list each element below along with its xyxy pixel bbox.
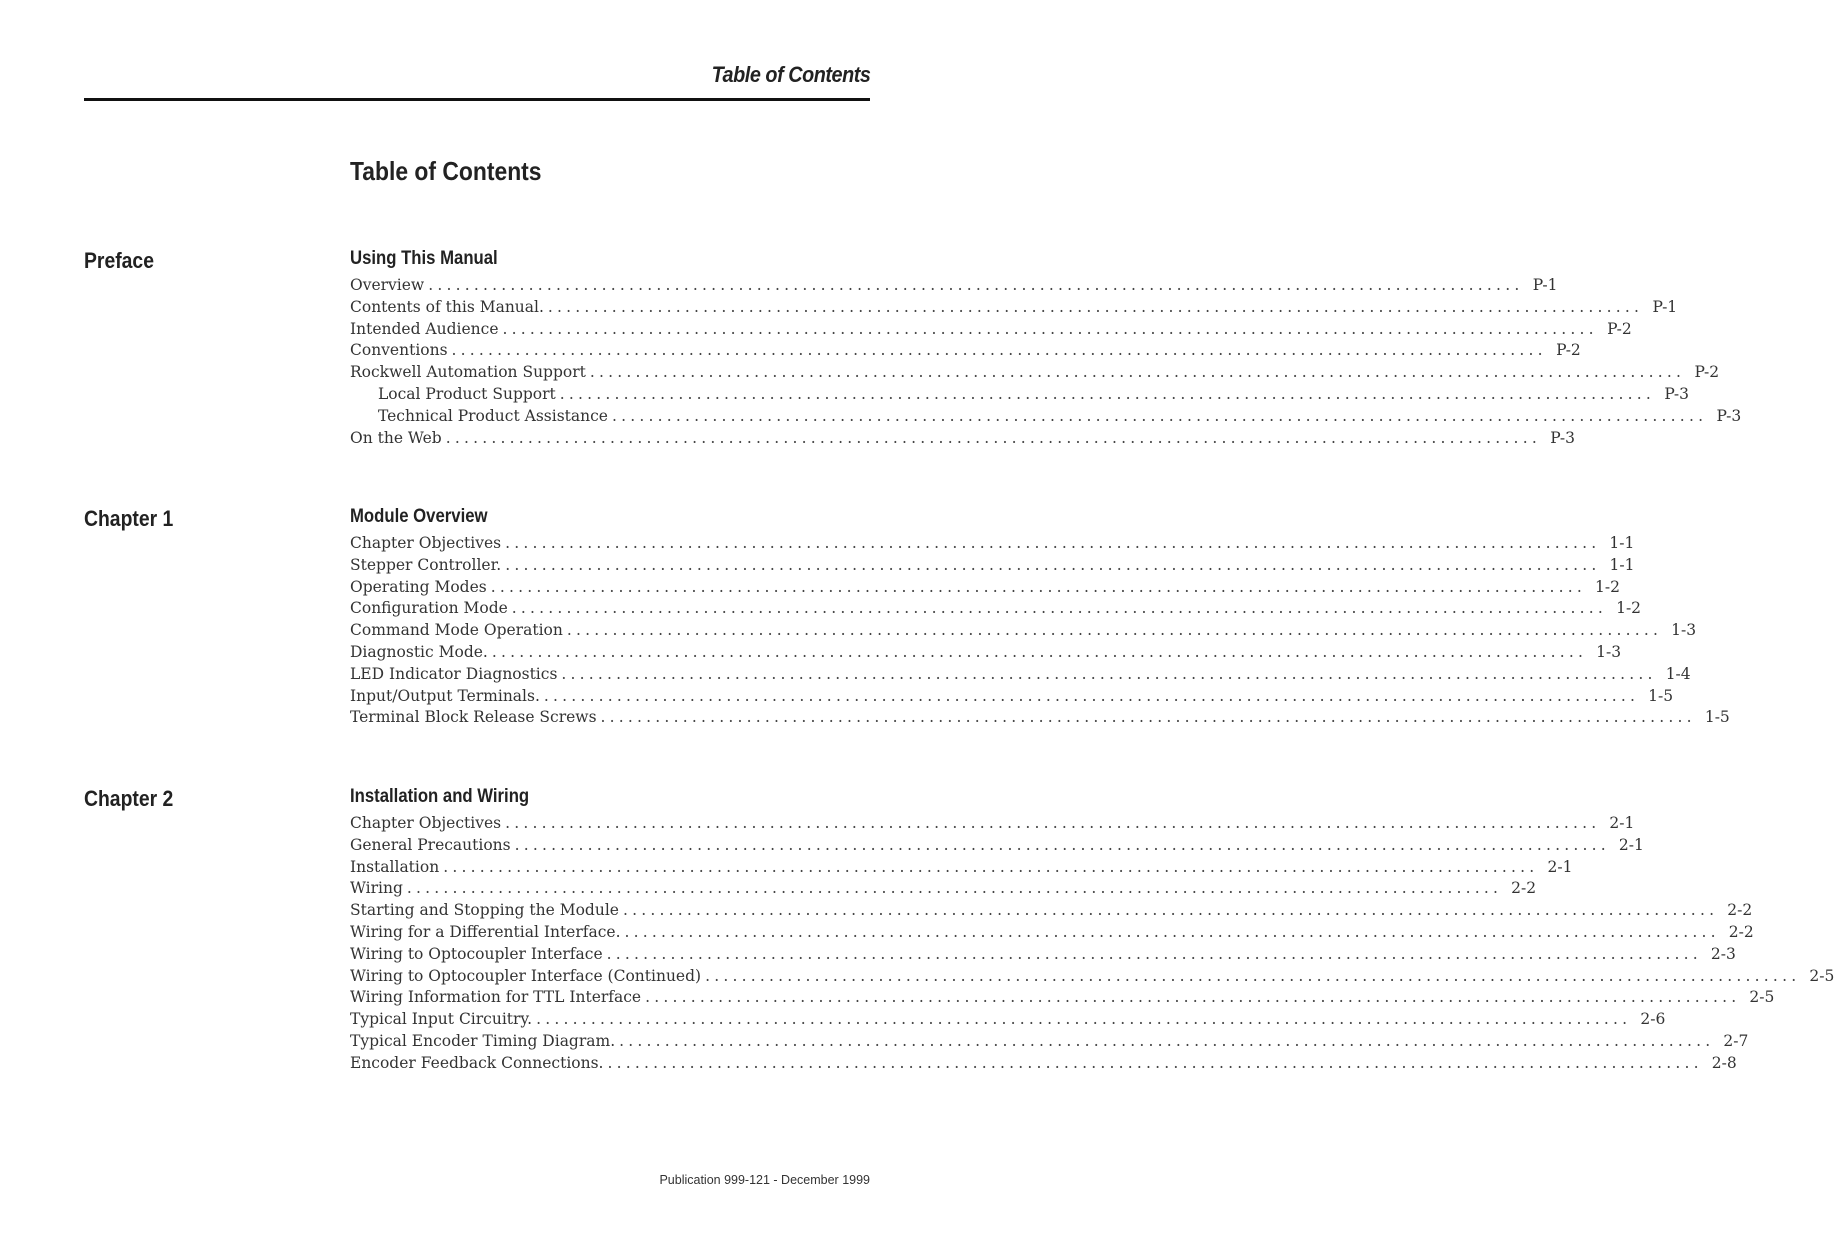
dot-leader: ........................................................................................................................: [514, 835, 1610, 854]
dot-leader: ........................................................................................................................: [451, 341, 1547, 360]
toc-entry-title: Configuration Mode: [350, 599, 508, 618]
dot-leader: ........................................................................................................................: [445, 428, 1541, 447]
toc-entry-page: 2-5: [1809, 966, 1834, 985]
toc-entry: [350, 620, 1697, 642]
toc-entry-page: 2-2: [1728, 922, 1754, 941]
toc-entry: [350, 1031, 1749, 1053]
publication-footer: Publication 999-121 - December 1999: [659, 1173, 870, 1187]
dot-leader: ........................................................................................................................: [611, 406, 1708, 425]
toc-entry-page: P-2: [1694, 363, 1720, 382]
toc-entry-title: Wiring Information for TTL Interface: [350, 988, 642, 1007]
toc-entry-list: [350, 813, 1834, 1075]
toc-entry-page: 1-5: [1648, 686, 1674, 705]
toc-entry: [350, 340, 1581, 362]
toc-entry-title: Contents of this Manual.: [350, 297, 544, 316]
toc-entry-page: 2-2: [1511, 879, 1537, 898]
dot-leader: ........................................................................................................................: [559, 384, 1656, 403]
toc-entry-list: [350, 275, 1742, 449]
dot-leader: ........................................................................................................................: [536, 1010, 1632, 1029]
toc-entry-title: Typical Encoder Timing Diagram.: [350, 1031, 616, 1050]
toc-entry-page: 2-1: [1618, 835, 1644, 854]
toc-entry: [350, 428, 1575, 450]
toc-entry-page: P-3: [1716, 406, 1742, 425]
toc-entry-page: P-3: [1550, 428, 1575, 447]
dot-leader: ........................................................................................................................: [406, 879, 1503, 898]
toc-entry-page: 1-3: [1671, 621, 1697, 640]
toc-entry: [350, 319, 1632, 341]
toc-entry-title: Wiring: [350, 879, 403, 898]
toc-entry-title: Overview: [350, 276, 425, 294]
toc-entry-title: Command Mode Operation: [350, 621, 563, 640]
dot-leader: ........................................................................................................................: [491, 642, 1588, 661]
toc-entry: [350, 707, 1730, 729]
toc-entry-page: P-2: [1556, 341, 1581, 360]
toc-entry-title: Chapter Objectives: [350, 814, 502, 832]
toc-entry-page: 1-5: [1704, 708, 1730, 727]
toc-entry-page: 1-3: [1596, 642, 1622, 661]
toc-entry-title: General Precautions: [350, 835, 511, 854]
dot-leader: ........................................................................................................................: [505, 555, 1601, 574]
section-title: Installation and Wiring: [350, 786, 530, 807]
toc-entry-title: Terminal Block Release Screws: [350, 708, 597, 727]
toc-entry: [350, 664, 1691, 686]
dot-leader: ........................................................................................................................: [589, 363, 1686, 382]
dot-leader: ........................................................................................................................: [606, 944, 1702, 963]
toc-entry-title: Input/Output Terminals.: [350, 686, 540, 705]
toc-entry-page: 1-2: [1595, 577, 1620, 596]
toc-entry: [350, 922, 1754, 944]
toc-entry-title: Diagnostic Mode.: [350, 642, 488, 661]
dot-leader: ........................................................................................................................: [511, 599, 1608, 618]
toc-entry-title: Wiring for a Differential Interface.: [350, 922, 621, 941]
chapter-label: Preface: [84, 248, 154, 273]
dot-leader: ........................................................................................................................: [561, 664, 1657, 683]
toc-entry: [350, 598, 1642, 620]
section-title: Module Overview: [350, 506, 488, 527]
dot-leader: ........................................................................................................................: [624, 922, 1720, 941]
toc-entry: [350, 686, 1674, 708]
toc-entry-page: P-3: [1664, 384, 1690, 403]
section-title: Using This Manual: [350, 248, 498, 269]
toc-entry: [350, 1009, 1666, 1031]
toc-entry: [350, 533, 1635, 555]
dot-leader: ........................................................................................................................: [505, 814, 1601, 832]
toc-entry-title: On the Web: [350, 428, 442, 447]
toc-entry: [350, 987, 1775, 1009]
dot-leader: ........................................................................................................................: [607, 1053, 1703, 1072]
toc-entry: [350, 900, 1753, 922]
toc-entry-title: Conventions: [350, 341, 448, 360]
toc-entry-title: Installation: [350, 857, 440, 876]
toc-entry: [350, 384, 1690, 406]
dot-leader: ........................................................................................................................: [547, 297, 1644, 316]
toc-entry-page: 1-2: [1616, 599, 1642, 618]
dot-leader: ........................................................................................................................: [645, 988, 1741, 1007]
toc-entry-title: Technical Product Assistance: [378, 406, 608, 425]
toc-entry-page: P-2: [1607, 319, 1632, 338]
toc-entry: [350, 857, 1573, 879]
running-header-title: Table of Contents: [711, 62, 870, 87]
toc-entry-page: 1-1: [1609, 534, 1635, 552]
toc-entry-title: Starting and Stopping the Module: [350, 901, 619, 920]
toc-entry-title: Stepper Controller.: [350, 555, 502, 574]
toc-entry-page: 1-1: [1609, 555, 1635, 574]
dot-leader: ........................................................................................................................: [490, 577, 1586, 596]
toc-entry: [350, 944, 1736, 966]
toc-entry-title: Local Product Support: [378, 384, 556, 403]
toc-entry: [350, 878, 1537, 900]
toc-entry-title: Chapter Objectives: [350, 534, 502, 552]
toc-entry-page: 2-2: [1727, 901, 1753, 920]
toc-entry-page: 2-1: [1547, 857, 1573, 876]
toc-entry-list: [350, 533, 1730, 729]
toc-entry-page: 2-5: [1749, 988, 1775, 1007]
toc-entry: [350, 835, 1644, 857]
toc-entry-page: P-1: [1652, 297, 1678, 316]
toc-entry: [350, 642, 1622, 664]
dot-leader: ........................................................................................................................: [705, 966, 1801, 985]
toc-entry-title: Typical Input Circuitry.: [350, 1010, 533, 1029]
toc-entry-title: Wiring to Optocoupler Interface (Continued): [350, 966, 702, 985]
toc-entry: [350, 555, 1635, 577]
chapter-label: Chapter 2: [84, 786, 174, 811]
dot-leader: ........................................................................................................................: [428, 276, 1524, 294]
dot-leader: ........................................................................................................................: [443, 857, 1539, 876]
toc-entry: [350, 1053, 1737, 1075]
toc-entry: [350, 966, 1834, 988]
dot-leader: ........................................................................................................................: [505, 534, 1601, 552]
toc-entry: [350, 813, 1635, 835]
toc-entry: [350, 362, 1720, 384]
header-rule: [84, 98, 870, 101]
dot-leader: ........................................................................................................................: [543, 686, 1640, 705]
dot-leader: ........................................................................................................................: [566, 621, 1663, 640]
toc-entry-page: 2-1: [1609, 814, 1635, 832]
toc-entry-page: 1-4: [1665, 664, 1691, 683]
toc-entry-title: Operating Modes: [350, 577, 487, 596]
toc-entry: [350, 577, 1620, 599]
page-title: Table of Contents: [350, 156, 542, 186]
toc-entry-page: 2-6: [1640, 1010, 1666, 1029]
toc-entry: [350, 406, 1742, 428]
chapter-label: Chapter 1: [84, 506, 174, 531]
toc-entry-page: 2-7: [1723, 1031, 1749, 1050]
toc-entry-page: P-1: [1532, 276, 1558, 294]
toc-entry: [350, 297, 1678, 319]
toc-entry-title: LED Indicator Diagnostics: [350, 664, 558, 683]
dot-leader: ........................................................................................................................: [600, 708, 1696, 727]
toc-entry-title: Encoder Feedback Connections.: [350, 1053, 604, 1072]
dot-leader: ........................................................................................................................: [502, 319, 1598, 338]
toc-entry-title: Rockwell Automation Support: [350, 363, 586, 382]
toc-entry-title: Wiring to Optocoupler Interface: [350, 944, 603, 963]
dot-leader: ........................................................................................................................: [622, 901, 1719, 920]
toc-entry-page: 2-8: [1711, 1053, 1737, 1072]
toc-entry-page: 2-3: [1710, 944, 1736, 963]
dot-leader: ........................................................................................................................: [619, 1031, 1715, 1050]
toc-entry-title: Intended Audience: [350, 319, 499, 338]
toc-entry: [350, 275, 1558, 297]
